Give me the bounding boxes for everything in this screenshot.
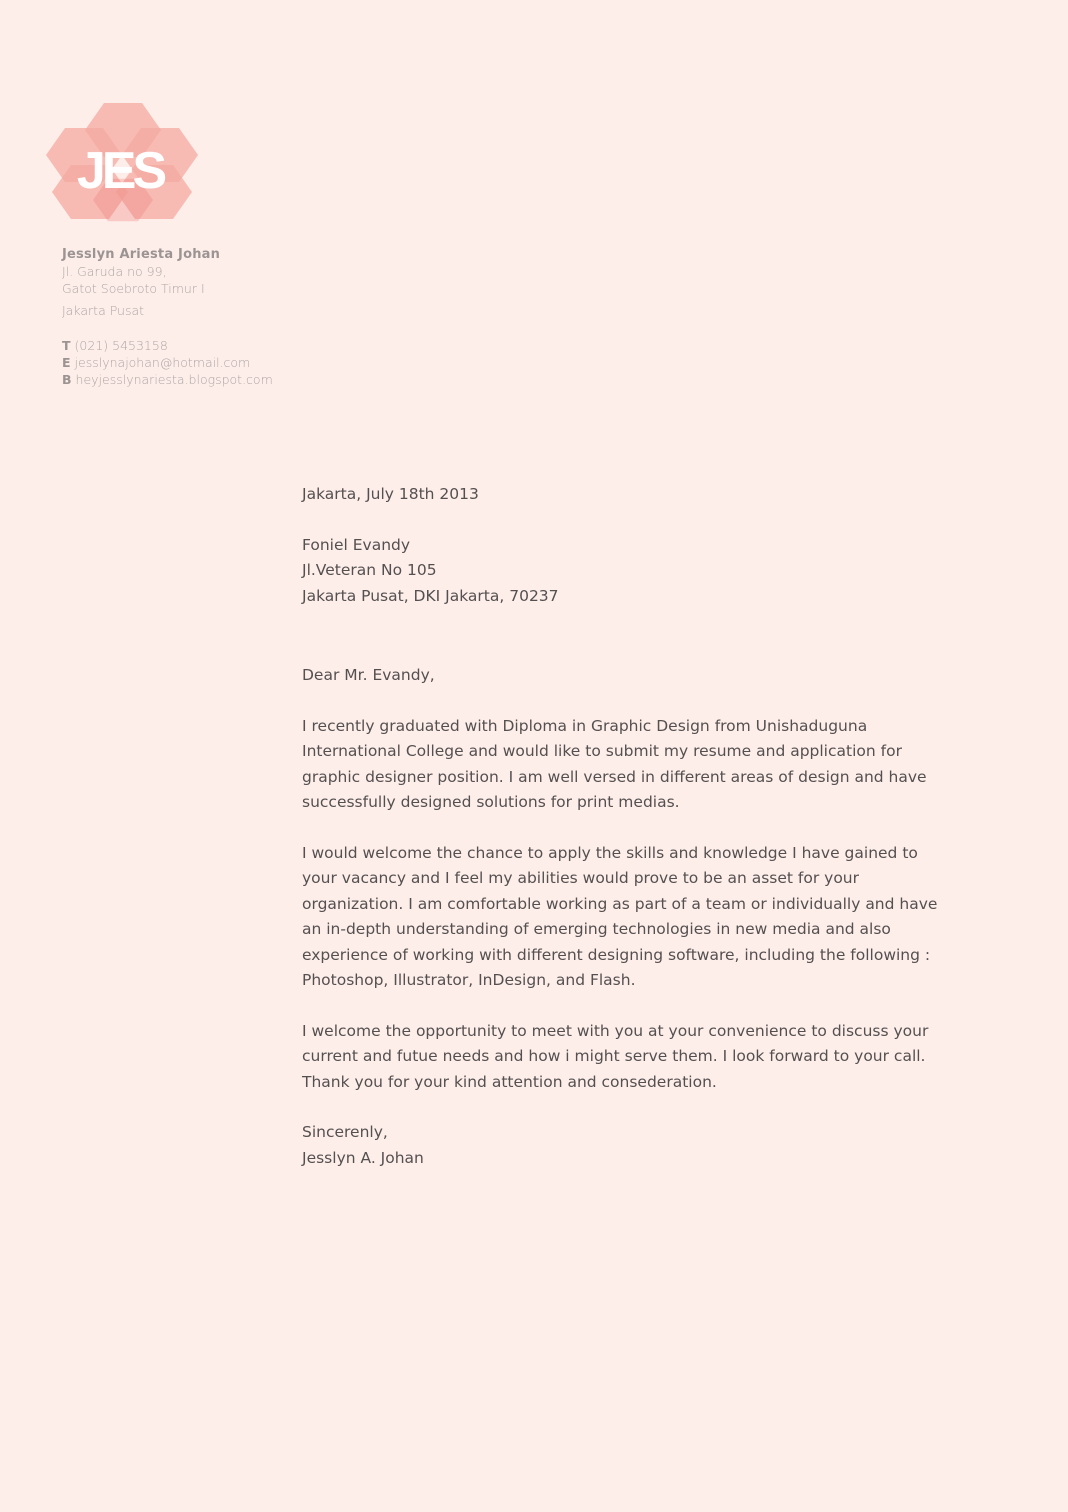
contact-email bbox=[62, 354, 273, 371]
body-paragraph: I recently graduated with Diploma in Graphic Design from Unishaduguna International College and would like to submit my resume and application for graphic designer position. I am well versed in different areas of design and have successfully designed solutions for print medias. bbox=[302, 716, 927, 811]
letter-body bbox=[302, 482, 942, 1171]
recipient-address-line: Jl.Veteran No 105 bbox=[302, 561, 437, 579]
sender-address-line: Jakarta Pusat bbox=[62, 303, 145, 318]
recipient-name: Foniel Evandy bbox=[302, 535, 411, 554]
email-icon: E bbox=[62, 355, 71, 370]
telephone-icon: T bbox=[62, 338, 71, 353]
letter-date: Jakarta, July 18th 2013 bbox=[302, 485, 479, 503]
sender-name: Jesslyn Ariesta Johan bbox=[62, 247, 221, 262]
contact-blog bbox=[62, 371, 273, 388]
body-paragraph: I would welcome the chance to apply the skills and knowledge I have gained to your vacancy and I feel my abilities would prove to be an asset for your organization. I am comfortable working as part of a team or individually and have an in-depth understanding of emerging technologies in new media and also experience of working with different designing software, including the following : Photoshop, Illustrator, InDesign, and Flash. bbox=[302, 843, 938, 989]
blog-link[interactable]: heyjesslynariesta.blogspot.com bbox=[75, 372, 273, 387]
sender-address-line: Gatot Soebroto Timur I bbox=[62, 281, 205, 296]
recipient-address-line: Jakarta Pusat, DKI Jakarta, 70237 bbox=[302, 586, 559, 605]
recipient-block bbox=[302, 533, 942, 610]
contact-telephone bbox=[62, 337, 273, 354]
body-paragraph: I welcome the opportunity to meet with you at your convenience to discuss your current and futue needs and how i might serve them. I look forward to your call. Thank you for your kind attention and consederation. bbox=[302, 1021, 929, 1091]
salutation: Dear Mr. Evandy, bbox=[302, 666, 435, 684]
signature: Jesslyn A. Johan bbox=[302, 1148, 424, 1167]
sender-contacts bbox=[62, 337, 273, 388]
sender-address-line: Jl. Garuda no 99, bbox=[62, 264, 167, 279]
closing: Sincerenly, bbox=[302, 1123, 388, 1141]
hexagon-logo-icon bbox=[44, 92, 202, 232]
telephone-value: (021) 5453158 bbox=[74, 338, 168, 353]
email-link[interactable]: jesslynajohan@hotmail.com bbox=[74, 355, 251, 370]
logo-initials: JES bbox=[76, 142, 164, 200]
sender-block bbox=[62, 246, 273, 388]
logo bbox=[44, 92, 202, 232]
blog-icon: B bbox=[62, 372, 72, 387]
